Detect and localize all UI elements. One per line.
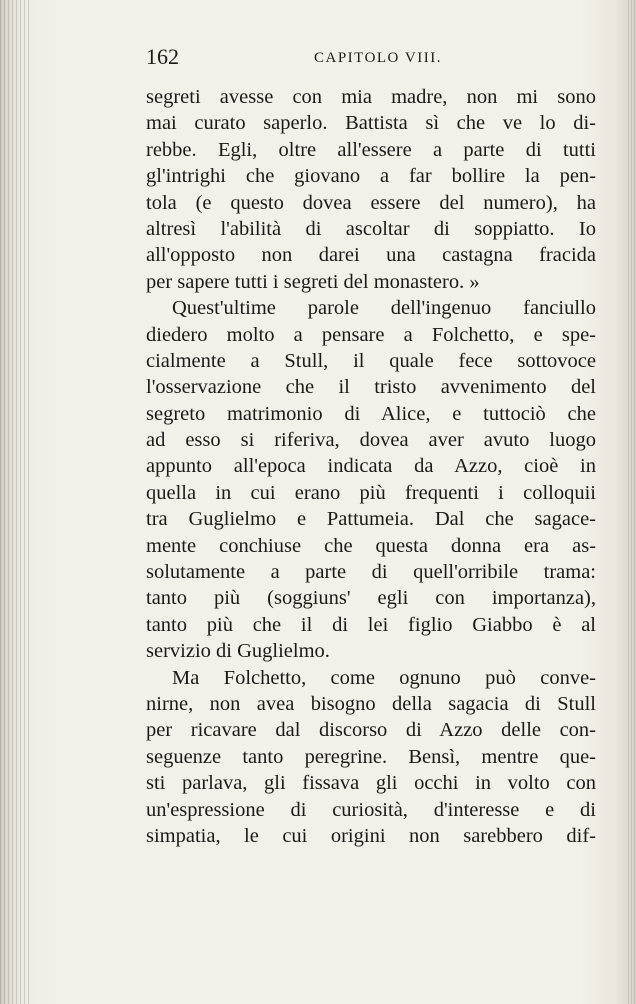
book-binding-edge <box>0 0 30 1004</box>
text-line: per ricavare dal discorso di Azzo delle con- <box>146 719 596 742</box>
text-line: gl'intrighi che giovano a far bollire la pen- <box>146 165 596 188</box>
text-line: l'osservazione che il tristo avvenimento del <box>146 376 596 399</box>
text-line: un'espressione di curiosità, d'interesse e di <box>146 798 596 821</box>
page-number: 162 <box>146 44 179 69</box>
text-line: solutamente a parte di quell'orribile trama: <box>146 561 596 584</box>
text-line: mai curato saperlo. Battista sì che ve lo di- <box>146 112 596 135</box>
chapter-title: CAPITOLO VIII. <box>314 50 442 66</box>
page-outer-edge <box>628 0 636 1004</box>
text-line: Quest'ultime parole dell'ingenuo fanciullo <box>172 297 596 320</box>
text-line: per sapere tutti i segreti del monastero. » <box>146 270 480 293</box>
text-line: tanto più che il di lei figlio Giabbo è al <box>146 613 596 636</box>
body-text <box>146 84 596 849</box>
text-line: rebbe. Egli, oltre all'essere a parte di tutti <box>146 138 596 161</box>
text-line: mente conchiuse che questa donna era as- <box>146 534 596 557</box>
text-line: segreto matrimonio di Alice, e tuttociò che <box>146 402 596 425</box>
text-line: segreti avesse con mia madre, non mi sono <box>146 86 596 108</box>
text-line: altresì l'abilità di ascoltar di soppiatto. Io <box>146 217 596 240</box>
text-line: seguenze tanto peregrine. Bensì, mentre que- <box>146 745 596 768</box>
text-line: all'opposto non darei una castagna fracida <box>146 244 596 267</box>
running-head <box>146 44 596 74</box>
text-line: diedero molto a pensare a Folchetto, e spe- <box>146 323 596 346</box>
text-line: quella in cui erano più frequenti i colloquii <box>146 481 596 504</box>
text-line: sti parlava, gli fissava gli occhi in volto con <box>146 772 596 795</box>
text-line: cialmente a Stull, il quale fece sottovoce <box>146 349 596 372</box>
text-line: tanto più (soggiuns' egli con importanza), <box>146 587 596 610</box>
text-line: ad esso si riferiva, dovea aver avuto luogo <box>146 429 596 452</box>
text-line: servizio di Guglielmo. <box>146 640 330 663</box>
text-line: nirne, non avea bisogno della sagacia di Stull <box>146 692 596 715</box>
text-line: tra Guglielmo e Pattumeia. Dal che sagace- <box>146 508 596 531</box>
text-line: tola (e questo dovea essere del numero), ha <box>146 191 596 214</box>
text-line: appunto all'epoca indicata da Azzo, cioè in <box>146 455 596 478</box>
text-line: simpatia, le cui origini non sarebbero dif- <box>146 824 596 847</box>
text-line: Ma Folchetto, come ognuno può conve- <box>172 666 596 689</box>
